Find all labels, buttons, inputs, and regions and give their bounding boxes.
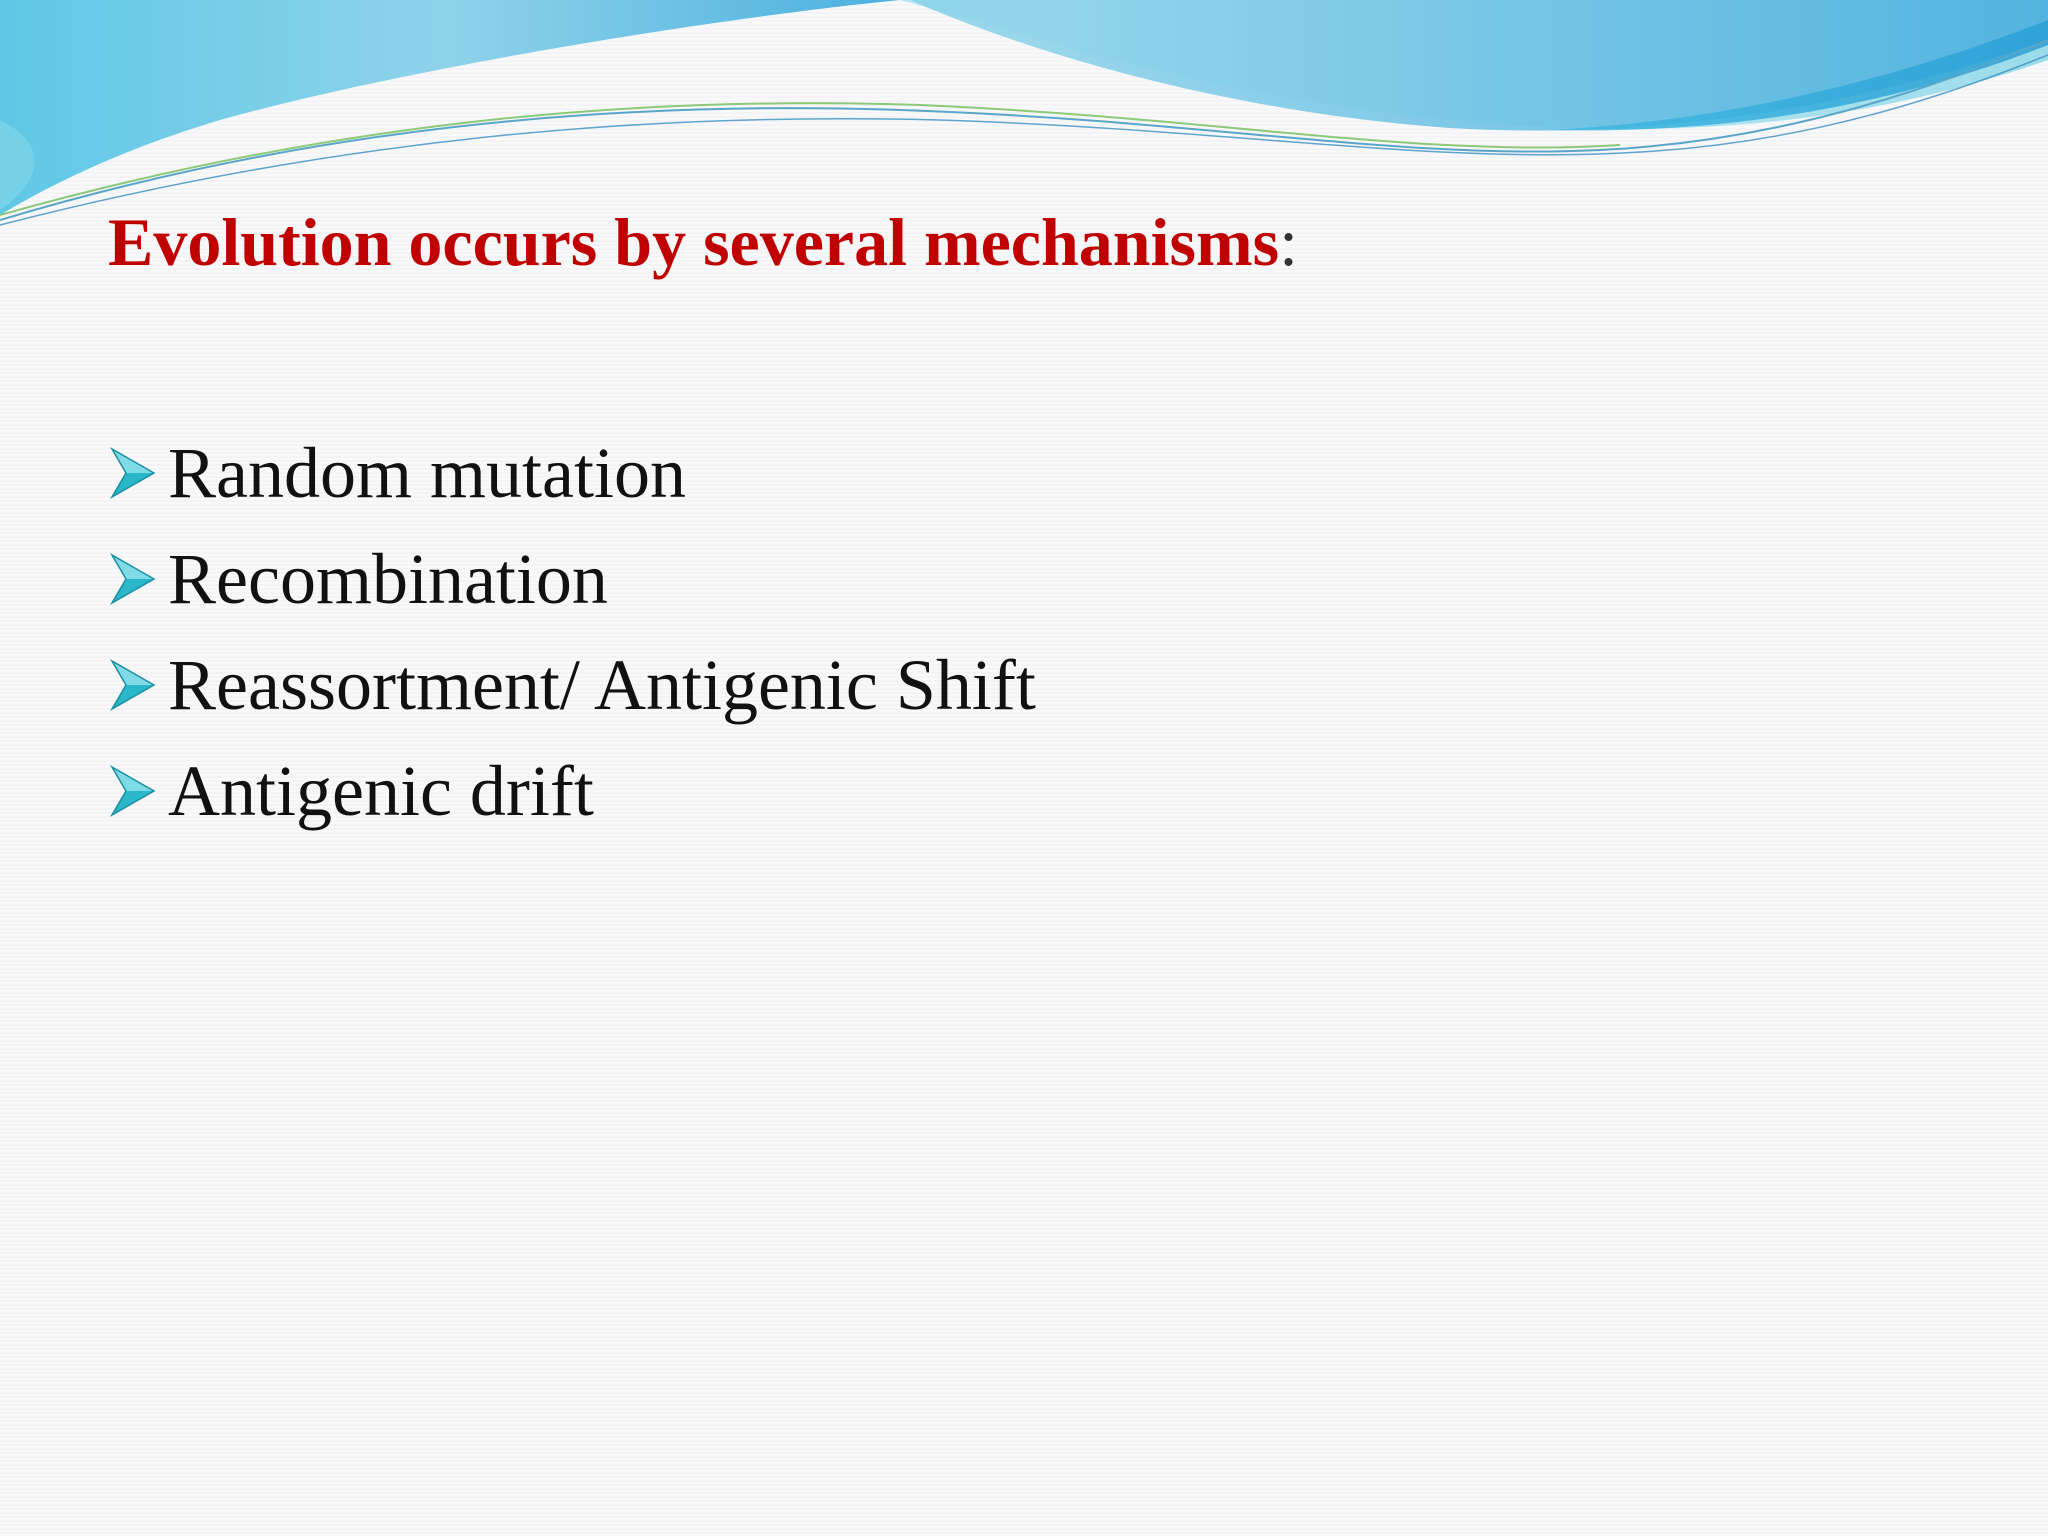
list-item (108, 526, 1036, 632)
bullet-text: Random mutation (168, 433, 686, 513)
arrowhead-bullet-icon (108, 445, 158, 501)
list-item (108, 738, 1036, 844)
bullet-text: Reassortment/ Antigenic Shift (168, 645, 1036, 725)
arrowhead-bullet-icon (108, 763, 158, 819)
slide-title-colon: : (1279, 204, 1298, 280)
slide-title (108, 205, 1298, 280)
arrowhead-bullet-icon (108, 551, 158, 607)
slide-title-text: Evolution occurs by several mechanisms (108, 204, 1280, 280)
bullet-text: Antigenic drift (168, 751, 594, 831)
arrowhead-bullet-icon (108, 657, 158, 713)
bullet-text: Recombination (168, 539, 608, 619)
bullet-list (108, 420, 1036, 844)
list-item (108, 632, 1036, 738)
list-item (108, 420, 1036, 526)
